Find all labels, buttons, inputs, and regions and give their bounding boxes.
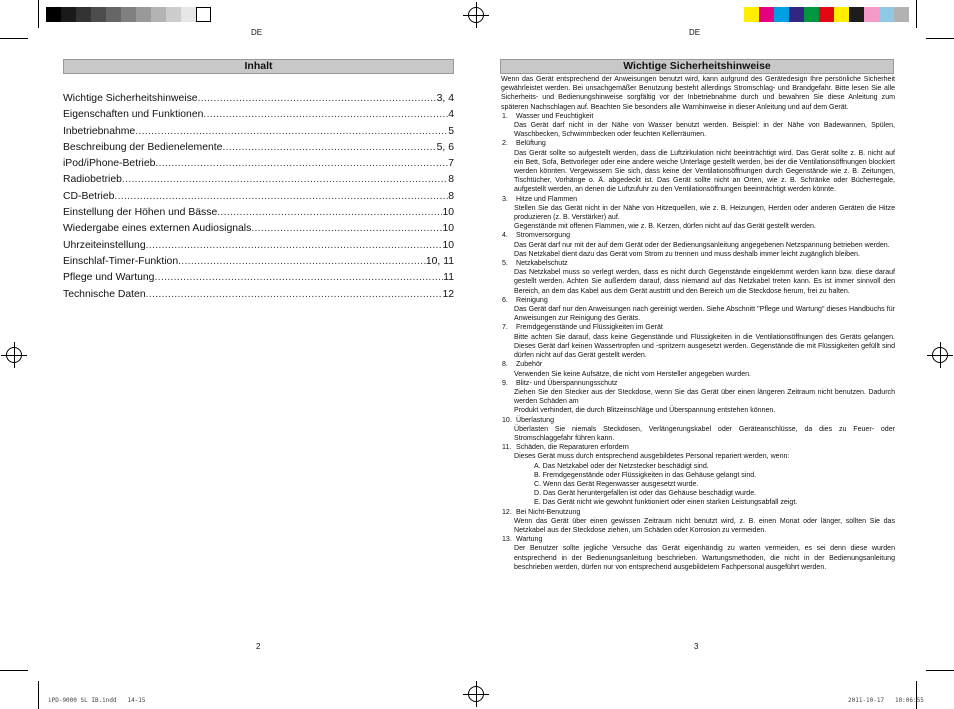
section-body [514, 241, 895, 259]
toc-entry-page: 8 [448, 174, 454, 186]
section-paragraph: Bitte achten Sie darauf, dass keine Gegenstände und Flüssigkeiten in die Ventilationsöffnungen des Geräts gelangen. Dieses Gerät darf keinen Wassertropfen und -spritzern ausgesetzt werden. Gegenstände die mit Flüssigkeiten gefüllt sind dürfen nicht auf das Gerät gestellt werden. [514, 333, 895, 360]
section-paragraph: Wenn das Gerät über einen gewissen Zeitraum nicht benutzt wird, z. B. einen Monat oder länger, sollten Sie das Netzkabel aus der Steckdose ziehen, um Schäden oder Korrosion zu vermeiden. [514, 517, 895, 534]
left-page-number: 2 [256, 642, 261, 651]
color-swatch [894, 7, 909, 22]
section-title-text: Netzkabelschutz [516, 260, 568, 268]
section-number: 12. [502, 508, 512, 516]
section-body [514, 544, 895, 572]
gray-swatch [136, 7, 151, 22]
section-number: 5. [502, 260, 508, 268]
right-page-number: 3 [694, 642, 699, 651]
toc-entry-title: Einschlaf-Timer-Funktion [63, 255, 179, 267]
section-paragraph: Das Gerät darf nicht in der Nähe von Wasser benutzt werden. Beispiel: in der Nähe von Badewannen, Spülen, Waschbecken, Schwimmbecken oder feuchten Kellerräumen. [514, 122, 895, 139]
toc-entry [63, 158, 454, 174]
toc-entry-title: iPod/iPhone-Betrieb [63, 158, 156, 170]
toc-entry-page: 10 [442, 207, 454, 219]
section-title-text: Schäden, die Reparaturen erfordern [516, 444, 629, 452]
color-swatch [864, 7, 879, 22]
section-title-text: Zubehör [516, 361, 543, 369]
section-body [514, 425, 895, 443]
section-paragraph: Das Gerät darf nur mit der auf dem Gerät oder der Bedienungsanleitung angegebenen Netzspannung betrieben werden. [514, 241, 890, 249]
right-language-tag: DE [689, 28, 701, 37]
section-number: 13. [502, 536, 512, 544]
safety-heading: Wichtige Sicherheitshinweise [500, 59, 894, 74]
section-number: 11. [502, 444, 512, 452]
section-paragraph: Ziehen Sie den Stecker aus der Steckdose, wenn Sie das Gerät über einen längeren Zeitraum nicht benutzen. Dadurch werden Schäden am [514, 388, 895, 406]
section-paragraph: Das Gerät sollte so aufgestellt werden, dass die Luftzirkulation nicht beeinträchtigt wird. Das Gerät sollte z. B. nicht auf ein Bett, Sofa, Bettvorleger oder eine andere weiche Unterlage gestellt werden, bei der die Ventilationsöffnungen blockiert werden könnten. Vergewissern Sie sich, dass keine der Ventilationsöffnungen durch Gegenstände wie z. B. Zeitungen, Tischtücher, Vorhänge o. Ä. abgedeckt ist. Das Gerät sollte nicht an Orten, wie z. B. Schränke oder Bücherregale, aufgestellt werden, an denen die Luftzufuhr zu den Ventilationsöffnungen beeinträchtigt werden könnte. [514, 149, 895, 194]
section-title [501, 535, 895, 544]
toc-leader-dots [222, 142, 436, 153]
color-swatch [774, 7, 789, 22]
section-paragraph: Der Benutzer sollte jegliche Versuche das Gerät eigenhändig zu warten vermeiden, es sei denn diese wurden entsprechend in der Bedienungsanleitung beschrieben. Wartungsmethoden, die nicht in der Bedienungsanleitung beschrieben werden, dürfen nur von entsprechend ausgebildetem Fachpersonal ausgeführt werden. [514, 545, 895, 571]
toc-leader-dots [154, 272, 443, 283]
section-subitem: B. Fremdgegenstände oder Flüssigkeiten in das Gehäuse gelangt sind. [534, 471, 757, 479]
section-paragraph: Gegenstände mit offenen Flammen, wie z. B. Kerzen, dürfen nicht auf das Gerät gestellt werden. [514, 223, 816, 231]
safety-section [501, 139, 895, 194]
section-paragraph: Das Netzkabel dient dazu das Gerät vom Strom zu trennen und muss deshalb immer leicht zugänglich bleiben. [514, 250, 860, 258]
section-title [501, 508, 895, 517]
toc-entry [63, 256, 454, 272]
toc-entry [63, 223, 454, 239]
section-title [501, 416, 895, 425]
toc-entry-page: 5 [448, 125, 454, 137]
gray-swatch [181, 7, 196, 22]
section-body [514, 305, 895, 323]
toc-entry [63, 142, 454, 158]
section-body [514, 333, 895, 361]
gray-swatch [76, 7, 91, 22]
color-swatch [849, 7, 864, 22]
section-title [501, 231, 895, 240]
section-body [514, 204, 895, 232]
toc-leader-dots [203, 109, 448, 120]
toc-entry-title: Wichtige Sicherheitshinweise [63, 93, 198, 104]
gray-swatch [61, 7, 76, 22]
gray-swatch [166, 7, 181, 22]
toc-entry-page: 10, 11 [425, 255, 454, 267]
section-number: 2. [502, 140, 508, 148]
section-number: 4. [502, 232, 508, 240]
section-title [501, 443, 895, 452]
section-title-text: Stromversorgung [516, 232, 571, 240]
toc-entry [63, 126, 454, 142]
section-title-text: Blitz- und Überspannungsschutz [516, 379, 618, 387]
gray-swatch [121, 7, 136, 22]
toc-entry-title: Radiobetrieb [63, 174, 122, 186]
section-subitem: C. Wenn das Gerät Regenwasser ausgesetzt wurde. [534, 480, 699, 488]
section-body [514, 517, 895, 535]
color-swatch [789, 7, 804, 22]
registration-mark-left [1, 342, 27, 368]
toc-entry-page: 11 [443, 272, 454, 284]
toc-entry-page: 10 [442, 223, 454, 235]
section-title-text: Wasser und Feuchtigkeit [516, 112, 594, 120]
toc-entry-title: CD-Betrieb [63, 190, 115, 202]
section-title-text: Fremdgegenstände und Flüssigkeiten im Gerät [516, 324, 663, 332]
gray-swatch [91, 7, 106, 22]
toc-entry [63, 109, 454, 125]
toc-entry-page: 7 [448, 158, 454, 170]
toc-entry-page: 3, 4 [436, 93, 454, 104]
safety-section [501, 259, 895, 296]
toc-entry [63, 240, 454, 256]
toc-entry [63, 207, 454, 223]
safety-section [501, 195, 895, 232]
safety-section [501, 535, 895, 572]
toc-entry-title: Eigenschaften und Funktionen [63, 109, 204, 121]
section-paragraph: Überlasten Sie niemals Steckdosen, Verlängerungskabel oder Geräteanschlüsse, da dies zu Feuer- oder Stromschlaggefahr führen kann. [514, 425, 895, 442]
section-number: 6. [502, 296, 508, 304]
section-title-text: Belüftung [516, 140, 546, 148]
toc-leader-dots [146, 289, 443, 300]
toc-entry [63, 174, 454, 190]
toc-leader-dots [217, 207, 442, 218]
gray-swatch [151, 7, 166, 22]
toc-leader-dots [122, 174, 448, 185]
table-of-contents [63, 93, 454, 305]
toc-entry-page: 4 [448, 109, 454, 121]
toc-entry-title: Beschreibung der Bedienelemente [63, 141, 223, 153]
section-body [514, 370, 895, 379]
registration-mark-right [927, 342, 953, 368]
section-body [514, 388, 895, 416]
section-title [501, 259, 895, 268]
safety-instructions [501, 75, 895, 572]
section-number: 8. [502, 361, 508, 369]
color-swatch [819, 7, 834, 22]
toc-entry-title: Wiedergabe eines externen Audiosignals [63, 223, 252, 235]
registration-mark-bottom [463, 681, 489, 707]
color-swatch [879, 7, 894, 22]
safety-section [501, 508, 895, 536]
toc-leader-dots [146, 240, 443, 251]
safety-section [501, 360, 895, 378]
process-color-bar [744, 7, 909, 22]
safety-section [501, 323, 895, 360]
gray-swatch [196, 7, 211, 22]
section-body [514, 268, 895, 296]
section-subitem: E. Das Gerät nicht wie gewohnt funktioniert oder einen starken Leistungsabfall zeigt. [534, 499, 798, 507]
color-swatch [759, 7, 774, 22]
section-title [501, 296, 895, 305]
toc-leader-dots [251, 223, 442, 234]
toc-entry [63, 191, 454, 207]
gray-swatch [46, 7, 61, 22]
toc-leader-dots [135, 126, 448, 137]
section-title [501, 112, 895, 121]
toc-entry [63, 272, 454, 288]
section-title-text: Bei Nicht-Benutzung [516, 508, 581, 516]
section-title-text: Reinigung [516, 296, 548, 304]
section-title [501, 139, 895, 148]
section-number: 3. [502, 195, 508, 203]
section-paragraph: Das Gerät darf nur den Anweisungen nach gereinigt werden. Siehe Abschnitt "Pflege und Wartung" dieses Handbuchs für Anweisungen zur Reinigung des Geräts. [514, 306, 895, 323]
section-title [501, 360, 895, 369]
gray-swatch [106, 7, 121, 22]
toc-entry-page: 12 [442, 288, 454, 300]
safety-section [501, 379, 895, 416]
toc-entry-title: Technische Daten [63, 288, 146, 300]
safety-section [501, 112, 895, 140]
section-number: 9. [502, 379, 508, 387]
section-title [501, 379, 895, 388]
toc-entry-page: 5, 6 [436, 141, 454, 153]
toc-entry-title: Einstellung der Höhen und Bässe [63, 207, 218, 219]
section-paragraph: Produkt verhindert, die durch Blitzeinschläge und Überspannung entstehen können. [514, 407, 776, 415]
section-number: 7. [502, 324, 508, 332]
safety-section [501, 231, 895, 259]
section-subitem: D. Das Gerät heruntergefallen ist oder das Gehäuse beschädigt wurde. [534, 490, 757, 498]
section-title [501, 195, 895, 204]
color-swatch [834, 7, 849, 22]
toc-entry-title: Uhrzeiteinstellung [63, 239, 146, 251]
toc-entry-page: 10 [442, 239, 454, 251]
section-title-text: Wartung [516, 536, 543, 544]
toc-leader-dots [114, 191, 448, 202]
color-swatch [744, 7, 759, 22]
slug-file-info: iPD-9000 SL IB.indd 14-15 [48, 697, 146, 704]
toc-leader-dots [155, 158, 448, 169]
toc-entry [63, 289, 454, 305]
safety-intro: Wenn das Gerät entsprechend der Anweisungen benutzt wird, kann aufgrund des Gerätedesign Ihre persönliche Sicherheit gewährleistet werden. Bei unsachgemäßer Benutzung besteht allerdings Stromschlag- und Brandgefahr. Bitte lesen Sie alle Sicherheits- und Bedienungshinweise sorgfältig vor der Inbetriebnahme durch und bewahren Sie diese Anleitung zum späteren Nachschlagen auf. Beachten Sie besonders alle Warnhinweise in dieser Anleitung und auf dem Gerät. [501, 76, 895, 111]
toc-entry-title: Pflege und Wartung [63, 272, 155, 284]
section-title [501, 323, 895, 332]
toc-entry [63, 93, 454, 109]
section-paragraph: Stellen Sie das Gerät nicht in der Nähe von Hitzequellen, wie z. B. Heizungen, Herden oder anderen Geräten die Hitze produzieren (z. B. Verstärker) auf. [514, 204, 895, 222]
section-number: 1. [502, 112, 508, 120]
safety-section [501, 296, 895, 324]
section-paragraph: Dieses Gerät muss durch entsprechend ausgebildetes Personal repariert werden, wenn: [514, 453, 790, 461]
toc-leader-dots [198, 93, 437, 104]
toc-heading: Inhalt [63, 59, 454, 74]
slug-timestamp: 2011-10-17 10:06:55 [848, 697, 924, 704]
section-body [514, 452, 895, 507]
toc-entry-page: 8 [448, 190, 454, 202]
registration-mark-top [463, 2, 489, 28]
section-body [514, 149, 895, 195]
section-title-text: Hitze und Flammen [516, 195, 578, 203]
safety-section [501, 416, 895, 444]
left-language-tag: DE [251, 28, 263, 37]
safety-section [501, 443, 895, 507]
section-number: 10. [502, 416, 512, 424]
toc-leader-dots [178, 256, 426, 267]
section-subitem: A. Das Netzkabel oder der Netzstecker beschädigt sind. [534, 462, 709, 470]
section-title-text: Überlastung [516, 416, 554, 424]
grayscale-color-bar [46, 7, 211, 22]
color-swatch [804, 7, 819, 22]
section-body [514, 121, 895, 139]
section-paragraph: Das Netzkabel muss so verlegt werden, dass es nicht durch Gegenstände eingeklemmt werden kann bzw. diese darauf gestellt werden. Achten Sie außerdem darauf, dass niemand auf das Netzkabel treten kann. Es ist immer sinnvoll den Bereich, an dem das Kabel aus dem Gerät austritt und den Bereich um die Steckdose herum, frei zu halten. [514, 269, 895, 295]
section-paragraph: Verwenden Sie keine Aufsätze, die nicht vom Hersteller angegeben wurden. [514, 370, 751, 378]
toc-entry-title: Inbetriebnahme [63, 125, 136, 137]
